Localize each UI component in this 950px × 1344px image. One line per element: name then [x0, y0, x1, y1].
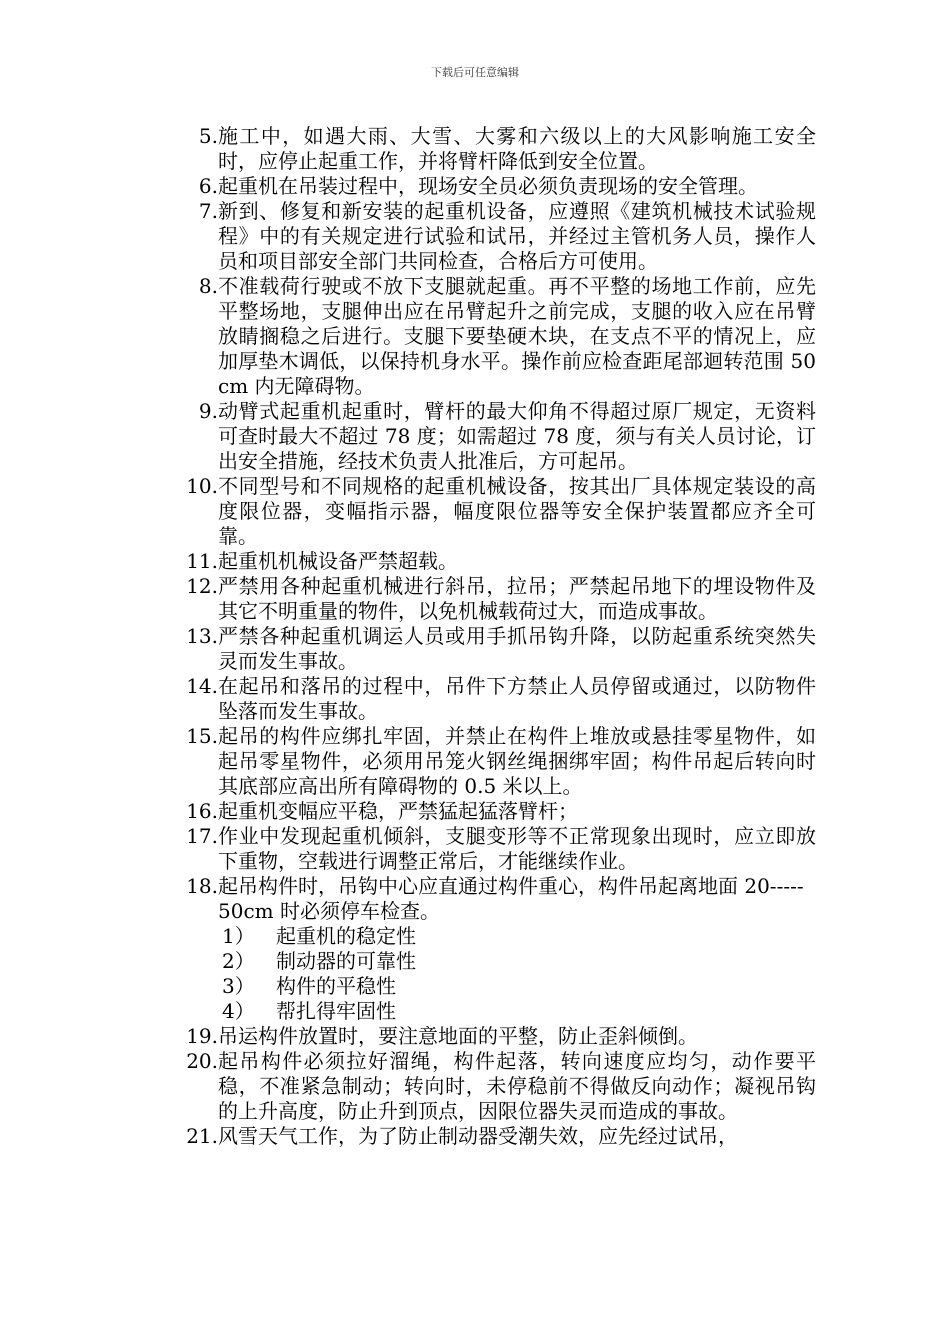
list-item-6: [186, 174, 816, 199]
list-item-19: [186, 1024, 816, 1049]
sub-item-number: 2）: [222, 949, 255, 973]
list-item-10: [186, 474, 816, 549]
list-item-5: [186, 124, 816, 174]
list-item-9: [186, 399, 816, 474]
list-item-number: 18.: [186, 874, 218, 898]
list-item-8: [186, 274, 816, 399]
sub-item-number: 1）: [222, 924, 255, 948]
list-item-text: 风雪天气工作，为了防止制动器受潮失效，应先经过试吊，: [218, 1124, 738, 1148]
list-item-number: 14.: [186, 674, 218, 698]
document-body: [186, 124, 816, 1149]
list-item-number: 8.: [198, 274, 218, 298]
list-item-17: [186, 824, 816, 874]
list-item-text: 新到、修复和新安装的起重机设备，应遵照《建筑机械技术试验规程》中的有关规定进行试验和试吊，并经过主管机务人员，操作人员和项目部安全部门共同检查，合格后方可使用。: [218, 199, 816, 273]
sub-item-1: [186, 924, 816, 949]
list-item-15: [186, 724, 816, 799]
list-item-12: [186, 574, 816, 624]
list-item-text: 作业中发现起重机倾斜，支腿变形等不正常现象出现时，应立即放下重物，空载进行调整正常后，才能继续作业。: [218, 824, 816, 873]
list-item-11: [186, 549, 816, 574]
sub-item-number: 3）: [222, 974, 255, 998]
sub-item-text: 起重机的稳定性: [276, 924, 416, 948]
sub-item-text: 制动器的可靠性: [276, 949, 416, 973]
list-item-text: 起吊构件必须拉好溜绳，构件起落，转向速度应均匀，动作要平稳，不准紧急制动；转向时，未停稳前不得做反向动作；凝视吊钩的上升高度，防止升到顶点，因限位器失灵而造成的事故。: [218, 1049, 816, 1123]
sub-item-4: [186, 999, 816, 1024]
list-item-number: 21.: [186, 1124, 218, 1148]
page-header: 下载后可任意编辑: [431, 66, 519, 79]
list-item-number: 11.: [186, 549, 218, 573]
sub-item-number: 4）: [222, 999, 255, 1023]
sub-item-3: [186, 974, 816, 999]
list-item-text: 不同型号和不同规格的起重机械设备，按其出厂具体规定装设的高度限位器，变幅指示器，幅度限位器等安全保护装置都应齐全可靠。: [218, 474, 816, 548]
list-item-text: 起重机在吊装过程中，现场安全员必须负责现场的安全管理。: [218, 174, 758, 198]
list-item-7: [186, 199, 816, 274]
list-item-number: 20.: [186, 1049, 218, 1073]
list-item-number: 19.: [186, 1024, 218, 1048]
sub-item-text: 构件的平稳性: [276, 974, 396, 998]
list-item-21: [186, 1124, 816, 1149]
list-item-14: [186, 674, 816, 724]
list-item-number: 15.: [186, 724, 218, 748]
list-item-number: 13.: [186, 624, 218, 648]
list-item-text: 起重机变幅应平稳，严禁猛起猛落臂杆；: [218, 799, 578, 823]
list-item-number: 10.: [186, 474, 218, 498]
list-item-text: 吊运构件放置时，要注意地面的平整，防止歪斜倾倒。: [218, 1024, 698, 1048]
list-item-13: [186, 624, 816, 674]
sub-item-2: [186, 949, 816, 974]
list-item-text: 严禁用各种起重机械进行斜吊，拉吊；严禁起吊地下的埋设物件及其它不明重量的物件，以免机械载荷过大，而造成事故。: [218, 574, 816, 623]
list-item-text: 起重机机械设备严禁超载。: [218, 549, 458, 573]
list-item-number: 5.: [198, 124, 218, 148]
sub-item-text: 帮扎得牢固性: [276, 999, 396, 1023]
list-item-number: 16.: [186, 799, 218, 823]
list-item-text: 动臂式起重机起重时，臂杆的最大仰角不得超过原厂规定，无资料可查时最大不超过 78 度；如需超过 78 度，须与有关人员讨论，订出安全措施，经技术负责人批准后，方可起吊。: [218, 399, 816, 473]
list-item-text: 施工中，如遇大雨、大雪、大雾和六级以上的大风影响施工安全时，应停止起重工作，并将臂杆降低到安全位置。: [218, 124, 816, 173]
list-item-text: 不准载荷行驶或不放下支腿就起重。再不平整的场地工作前，应先平整场地，支腿伸出应在吊臂起升之前完成，支腿的收入应在吊臂放睛搁稳之后进行。支腿下要垫硬木块，在支点不平的情况上，应加厚垫木调低，以保持机身水平。操作前应检查距尾部迴转范围 50cm 内无障碍物。: [218, 274, 816, 398]
list-item-number: 9.: [198, 399, 218, 423]
list-item-number: 6.: [198, 174, 218, 198]
list-item-text: 在起吊和落吊的过程中，吊件下方禁止人员停留或通过，以防物件坠落而发生事故。: [218, 674, 816, 723]
list-item-number: 12.: [186, 574, 218, 598]
list-item-text: 起吊的构件应绑扎牢固，并禁止在构件上堆放或悬挂零星物件，如起吊零星物件，必须用吊笼火钢丝绳捆绑牢固；构件吊起后转向时其底部应高出所有障碍物的 0.5 米以上。: [218, 724, 816, 798]
list-item-number: 17.: [186, 824, 218, 848]
list-item-number: 7.: [198, 199, 218, 223]
list-item-text: 起吊构件时，吊钩中心应直通过构件重心，构件吊起离地面 20-----50cm 时必须停车检查。: [218, 874, 804, 923]
list-item-18: [186, 874, 816, 924]
list-item-text: 严禁各种起重机调运人员或用手抓吊钩升降，以防起重系统突然失灵而发生事故。: [218, 624, 816, 673]
list-item-20: [186, 1049, 816, 1124]
list-item-16: [186, 799, 816, 824]
